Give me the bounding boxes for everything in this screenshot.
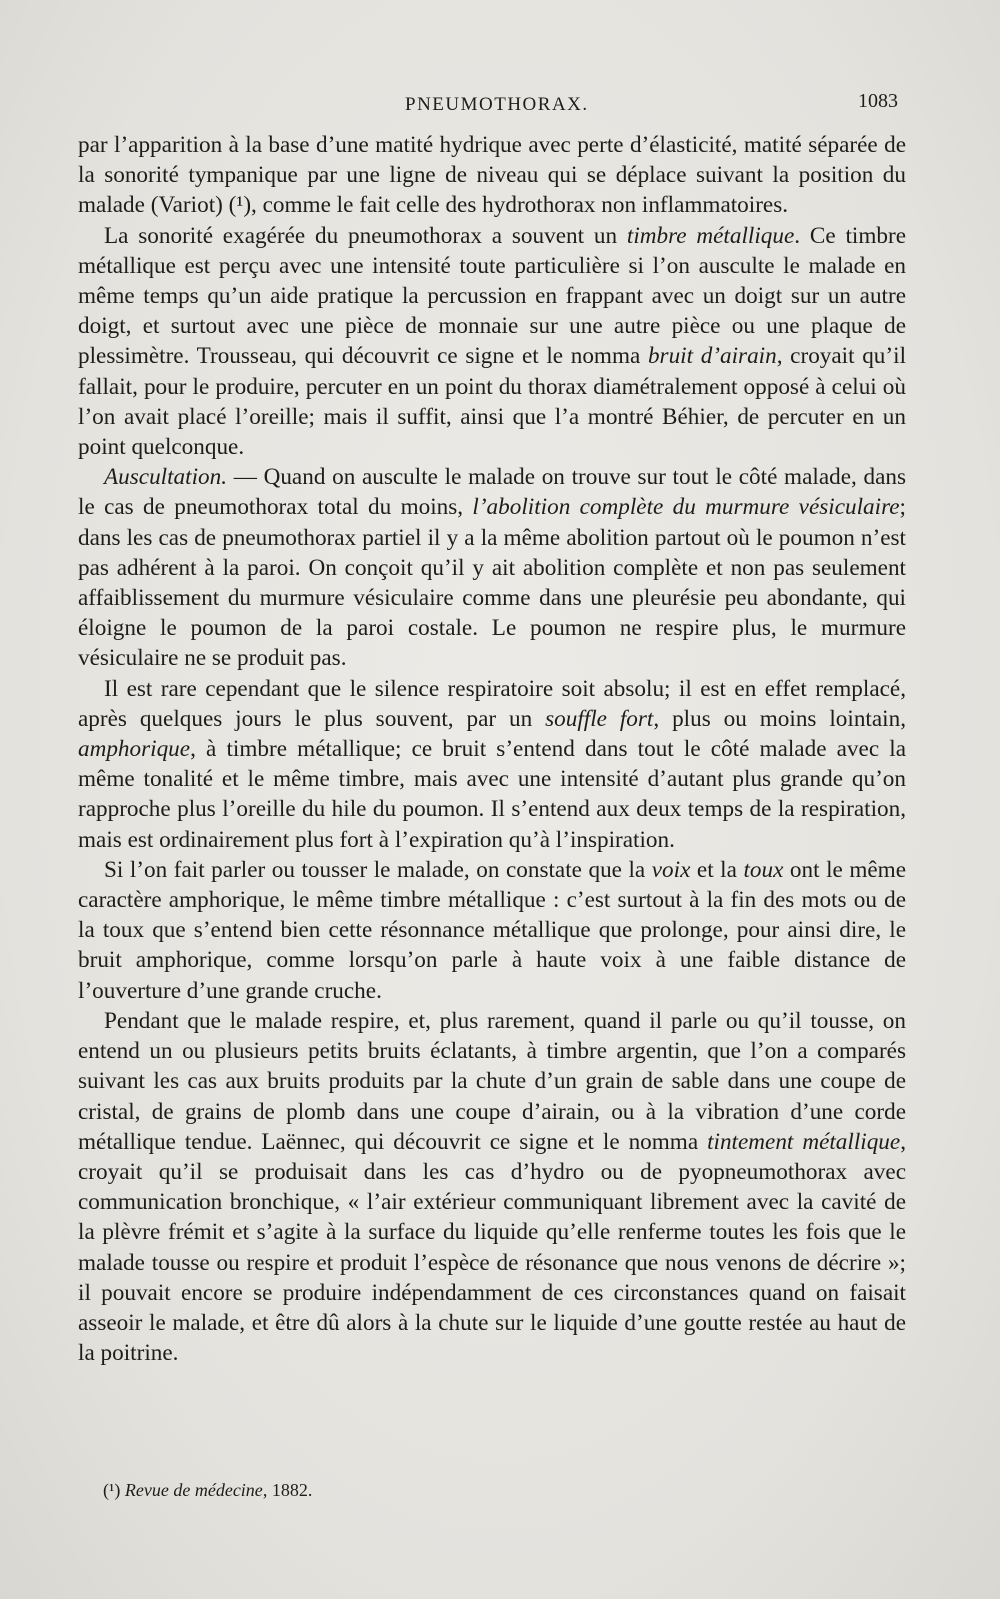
italic-text: Auscultation. <box>104 464 228 491</box>
text-run: , à timbre métallique; ce bruit s’entend dans tout le côté malade avec la même tonalité et le même timbre, mais avec une intensité d’autant plus grande qu’on rapproche plus l’oreille du hile du poumon. Il s’entend aux deux temps de la respiration, mais est ordinairement plus fort à l’expiration qu’à l’inspiration. <box>78 736 906 853</box>
page-number: 1083 <box>858 90 898 112</box>
italic-text: amphorique <box>78 736 191 763</box>
text-run: , plus ou moins lointain, <box>653 705 906 732</box>
italic-text: timbre métallique <box>626 222 795 249</box>
italic-text: bruit d’airain <box>647 343 777 370</box>
italic-text: l’abolition complète du murmure vésiculaire <box>472 494 900 521</box>
page-header <box>0 90 1000 120</box>
italic-text: voix <box>651 856 691 883</box>
paragraph <box>78 855 906 1006</box>
text-run: , croyait qu’il se produisait dans les cas d’hydro ou de pyopneumothorax avec communication bronchique, « l’air extérieur communiquant librement avec la cavité de la plèvre frémit et s’agite à la surface du liquide qu’elle renferme toutes les fois que le malade tousse ou respire et produit l’espèce de résonance que nous venons de décrire »; il pouvait encore se produire indépendamment de ces circonstances quand on faisait asseoir le malade, et être dû alors à la chute sur le liquide d’une goutte restée au haut de la poitrine. <box>78 1128 906 1367</box>
text-run: ; dans les cas de pneumothorax partiel il y a la même abolition partout où le poumon n’est pas adhérent à la paroi. On conçoit qu’il y ait abolition complète et non pas seulement affaiblissement du murmure vésiculaire comme dans une pleurésie peu abondante, qui éloigne le poumon de la paroi costale. Le poumon ne respire plus, le murmure vésiculaire ne se produit pas. <box>78 494 906 672</box>
text-run: . Ce timbre métallique est perçu avec une intensité toute particulière si l’on ausculte le malade en même temps qu’un aide pratique la percussion en frappant avec un doigt sur un autre doigt, et surtout avec une pièce de monnaie sur une autre pièce ou une plaque de plessimètre. Trousseau, qui découvrit ce signe et le nomma <box>78 222 906 370</box>
text-run: et la <box>690 856 744 883</box>
text-run: Pendant que le malade respire, et, plus rarement, quand il parle ou qu’il tousse, on entend un ou plusieurs petits bruits éclatants, à timbre argentin, que l’on a comparés suivant les cas aux bruits produits par la chute d’un grain de sable dans une coupe de cristal, de grains de plomb dans une coupe d’airain, ou à la vibration d’une corde métallique tendue. Laënnec, qui découvrit ce signe et le nomma <box>78 1007 906 1155</box>
footnote-source: Revue de médecine <box>124 1480 263 1500</box>
paragraph <box>78 221 906 463</box>
text-run: — Quand on ausculte le malade on trouve sur tout le côté malade, dans le cas de pneumothorax total du moins, <box>78 464 906 521</box>
footnote-mark: (¹) <box>103 1480 121 1500</box>
text-run: par l’apparition à la base d’une matité hydrique avec perte d’élasticité, matité séparée de la sonorité tympanique par une ligne de niveau qui se déplace suivant la position du malade (Variot) (¹), comme le fait celle des hydrothorax non inflammatoires. <box>78 132 906 219</box>
italic-text: tintement métallique <box>707 1128 901 1155</box>
italic-text: souffle fort <box>545 705 654 732</box>
text-run: ont le même caractère amphorique, le même timbre métallique : c’est surtout à la fin des mots ou de la toux que s’entend bien cette résonnance métallique que prolonge, pour ainsi dire, le bruit amphorique, comme lorsqu’on parle à haute voix à une faible distance de l’ouverture d’une grande cruche. <box>78 856 906 1004</box>
text-run: La sonorité exagérée du pneumothorax a souvent un <box>104 222 627 249</box>
paragraph <box>78 674 906 855</box>
text-run: Si l’on fait parler ou tousser le malade, on constate que la <box>104 856 652 883</box>
running-title: PNEUMOTHORAX. <box>405 94 589 115</box>
body-text <box>78 130 906 1368</box>
footnote-year: , 1882. <box>262 1480 313 1500</box>
footnote <box>103 1480 312 1501</box>
text-run: , croyait qu’il fallait, pour le produire, percuter en un point du thorax diamétralement opposé à celui où l’on avait placé l’oreille; mais il suffit, ainsi que l’a montré Béhier, de percuter en un point quelconque. <box>78 343 907 461</box>
paragraph <box>78 1006 906 1368</box>
paragraph <box>78 130 906 221</box>
italic-text: toux <box>743 856 784 883</box>
paragraph <box>78 462 906 673</box>
text-run: Il est rare cependant que le silence respiratoire soit absolu; il est en effet remplacé, après quelques jours le plus souvent, par un <box>78 675 906 732</box>
